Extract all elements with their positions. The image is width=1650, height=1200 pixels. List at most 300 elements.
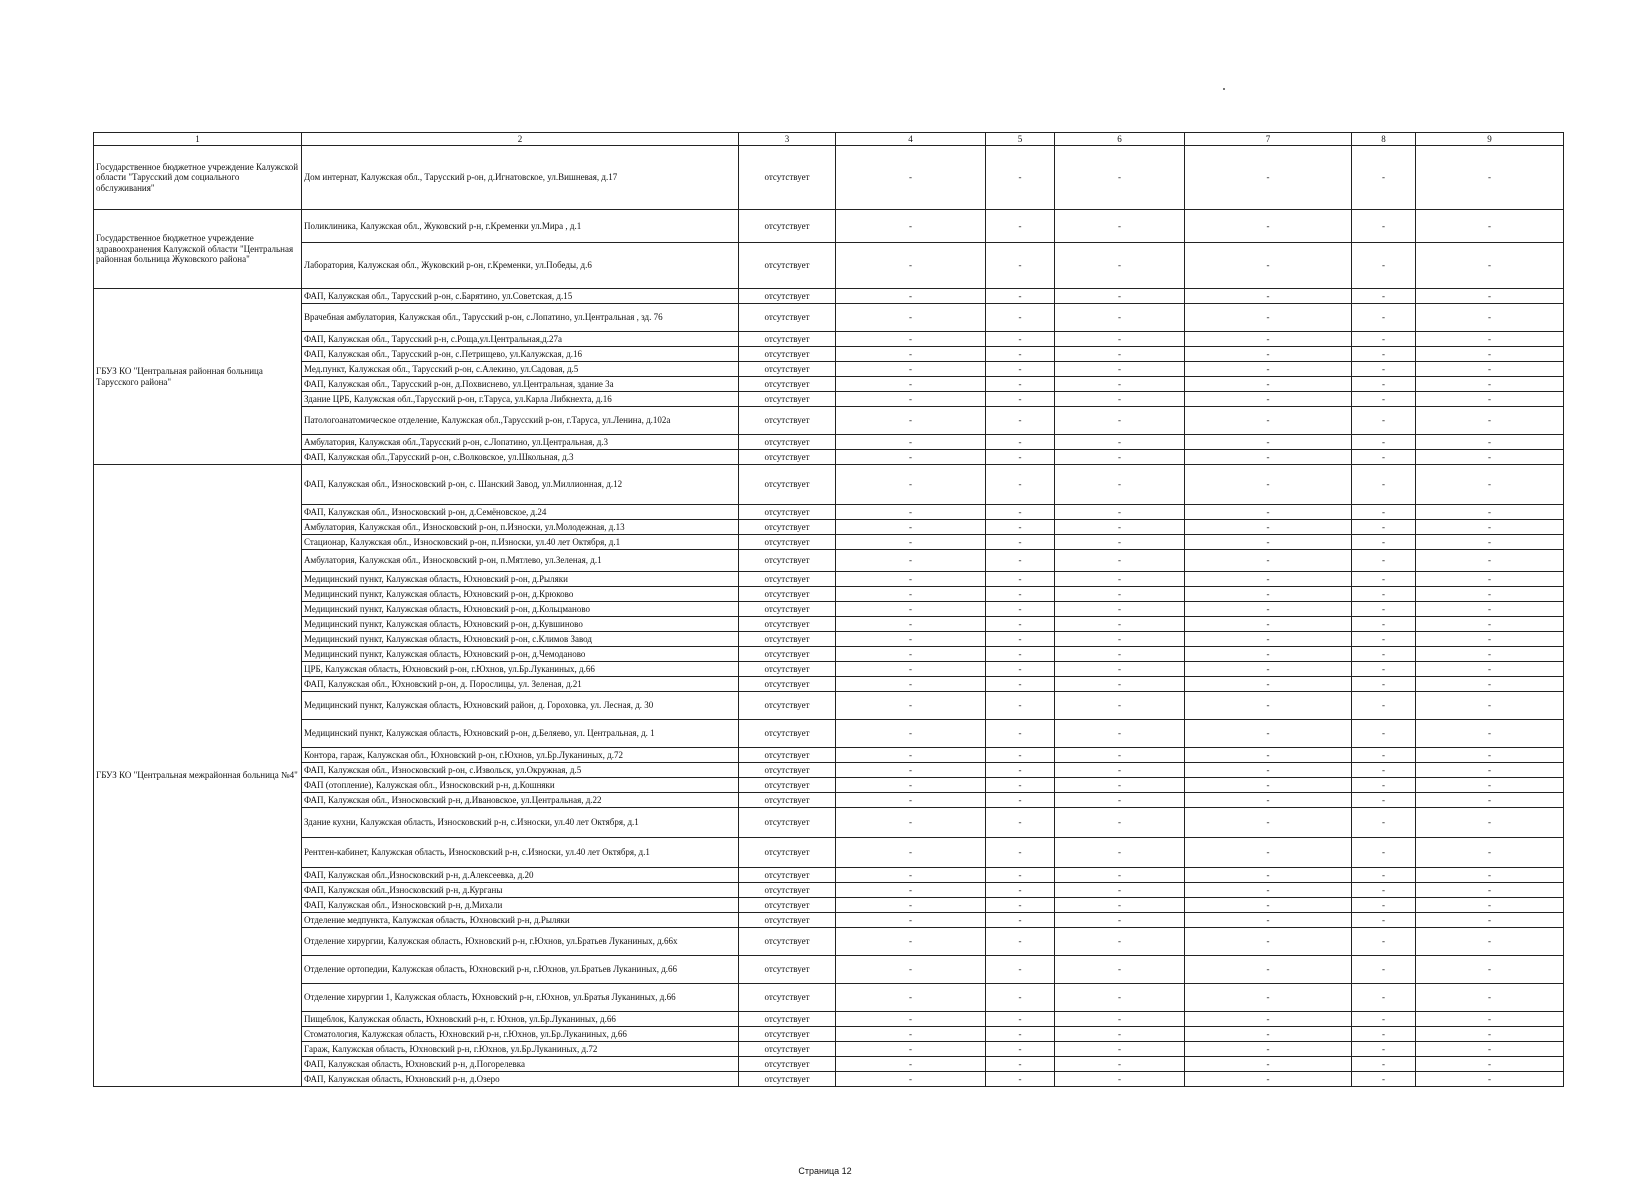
dash-cell: - [1185,505,1352,520]
dash-cell: - [1416,289,1564,304]
dash-cell: - [1055,1042,1185,1057]
dash-cell: - [836,362,986,377]
scan-speck [1223,88,1225,90]
column-header: 1 [94,133,302,146]
facility-address: ФАП, Калужская область, Юхновский р-н, д.Погорелевка [302,1057,739,1072]
dash-cell: - [1055,465,1185,505]
status-cell: отсутствует [739,763,836,778]
dash-cell: - [836,748,986,763]
dash-cell: - [1416,883,1564,898]
dash-cell: - [1416,793,1564,808]
dash-cell: - [1185,146,1352,210]
dash-cell: - [1352,1042,1416,1057]
dash-cell: - [836,505,986,520]
facility-address: Отделение медпункта, Калужская область, Юхновский р-н, д.Рыляки [302,913,739,928]
facility-address: Медицинский пункт, Калужская область, Юхновский р-он, д.Крюково [302,587,739,602]
dash-cell: - [1352,928,1416,956]
dash-cell: - [1055,550,1185,572]
dash-cell: - [1352,587,1416,602]
dash-cell: - [1185,1027,1352,1042]
status-cell: отсутствует [739,505,836,520]
dash-cell: - [1185,763,1352,778]
dash-cell: - [1352,407,1416,435]
dash-cell: - [1055,928,1185,956]
dash-cell: - [1352,956,1416,984]
dash-cell: - [1185,587,1352,602]
dash-cell: - [986,1012,1055,1027]
dash-cell: - [1055,587,1185,602]
dash-cell: - [1185,1042,1352,1057]
status-cell: отсутствует [739,928,836,956]
page-number: Страница 12 [798,1166,852,1176]
dash-cell: - [1185,572,1352,587]
table-row [94,146,1564,210]
dash-cell: - [836,450,986,465]
dash-cell: - [1055,450,1185,465]
table-row [94,883,1564,898]
dash-cell: - [1416,984,1564,1012]
facility-address: Медицинский пункт, Калужская область, Юхновский р-он, д.Рыляки [302,572,739,587]
table-row [94,617,1564,632]
dash-cell: - [1185,392,1352,407]
dash-cell: - [1185,1057,1352,1072]
dash-cell: - [1055,602,1185,617]
dash-cell: - [1416,838,1564,868]
facility-address: Мед.пункт, Калужская обл., Тарусский р-он, с.Алекино, ул.Садовая, д.5 [302,362,739,377]
dash-cell: - [1055,520,1185,535]
dash-cell: - [1416,347,1564,362]
table-row [94,572,1564,587]
status-cell: отсутствует [739,898,836,913]
status-cell: отсутствует [739,377,836,392]
facility-address: ФАП, Калужская обл., Износковский р-он, д.Семёновское, д.24 [302,505,739,520]
dash-cell: - [1352,1027,1416,1042]
dash-cell: - [1416,1072,1564,1087]
dash-cell: - [836,210,986,243]
facility-address: Врачебная амбулатория, Калужская обл., Тарусский р-он, с.Лопатино, ул.Центральная , зд. 76 [302,304,739,332]
dash-cell: - [1055,572,1185,587]
dash-cell: - [1185,1072,1352,1087]
status-cell: отсутствует [739,465,836,505]
status-cell: отсутствует [739,913,836,928]
table-row [94,520,1564,535]
facility-address: Медицинский пункт, Калужская область, Юхновский р-он, д.Кувшиново [302,617,739,632]
dash-cell: - [986,347,1055,362]
table-row [94,289,1564,304]
dash-cell: - [836,662,986,677]
status-cell: отсутствует [739,243,836,289]
dash-cell: - [1416,304,1564,332]
dash-cell: - [1416,377,1564,392]
dash-cell: - [1185,984,1352,1012]
status-cell: отсутствует [739,347,836,362]
status-cell: отсутствует [739,572,836,587]
dash-cell: - [836,347,986,362]
dash-cell: - [1055,913,1185,928]
dash-cell: - [986,435,1055,450]
dash-cell: - [1416,662,1564,677]
dash-cell: - [1416,956,1564,984]
table-row [94,465,1564,505]
dash-cell: - [836,956,986,984]
dash-cell: - [1416,647,1564,662]
dash-cell: - [1055,868,1185,883]
dash-cell: - [1416,928,1564,956]
dash-cell: - [1416,407,1564,435]
dash-cell: - [1185,883,1352,898]
dash-cell: - [1185,838,1352,868]
status-cell: отсутствует [739,450,836,465]
facility-address: Здание ЦРБ, Калужская обл.,Тарусский р-он, г.Таруса, ул.Карла Либкнехта, д.16 [302,392,739,407]
dash-cell: - [1055,332,1185,347]
table-row [94,362,1564,377]
dash-cell: - [1352,763,1416,778]
table-row [94,1042,1564,1057]
dash-cell: - [986,289,1055,304]
status-cell: отсутствует [739,146,836,210]
dash-cell: - [986,1042,1055,1057]
dash-cell: - [1185,928,1352,956]
facility-address: ФАП, Калужская область, Юхновский р-н, д.Озеро [302,1072,739,1087]
dash-cell: - [836,763,986,778]
dash-cell: - [1352,617,1416,632]
dash-cell: - [836,602,986,617]
table-row [94,913,1564,928]
dash-cell: - [1055,898,1185,913]
status-cell: отсутствует [739,1072,836,1087]
table-row [94,1027,1564,1042]
dash-cell: - [1055,720,1185,748]
table-row [94,793,1564,808]
dash-cell: - [986,1057,1055,1072]
status-cell: отсутствует [739,1042,836,1057]
dash-cell: - [1055,146,1185,210]
facility-address: Отделение ортопедии, Калужская область, Юхновский р-н, г.Юхнов, ул.Братьев Луканиных, д.66 [302,956,739,984]
facility-address: Медицинский пункт, Калужская область, Юхновский р-он, д.Беляево, ул. Центральная, д. 1 [302,720,739,748]
dash-cell: - [986,535,1055,550]
dash-cell: - [1055,535,1185,550]
dash-cell: - [836,692,986,720]
dash-cell: - [1416,210,1564,243]
dash-cell: - [836,407,986,435]
dash-cell: - [1055,435,1185,450]
dash-cell: - [1185,210,1352,243]
column-header: 8 [1352,133,1416,146]
dash-cell: - [1352,377,1416,392]
dash-cell: - [986,838,1055,868]
dash-cell: - [836,1042,986,1057]
dash-cell: - [1185,617,1352,632]
facility-address: ФАП, Калужская обл., Износковский р-он, с.Извольск, ул.Окружная, д.5 [302,763,739,778]
table-row [94,956,1564,984]
status-cell: отсутствует [739,1012,836,1027]
dash-cell: - [836,677,986,692]
dash-cell: - [1055,289,1185,304]
dash-cell: - [1352,362,1416,377]
dash-cell: - [1352,1012,1416,1027]
dash-cell: - [836,520,986,535]
dash-cell: - [1185,647,1352,662]
dash-cell: - [986,465,1055,505]
dash-cell: - [836,243,986,289]
dash-cell: - [1416,243,1564,289]
dash-cell: - [836,465,986,505]
dash-cell: - [1055,632,1185,647]
dash-cell: - [836,778,986,793]
dash-cell: - [1055,647,1185,662]
dash-cell: - [1416,520,1564,535]
dash-cell: - [1185,465,1352,505]
dash-cell: - [1416,550,1564,572]
status-cell: отсутствует [739,956,836,984]
table-row [94,677,1564,692]
status-cell: отсутствует [739,838,836,868]
table-row [94,632,1564,647]
dash-cell: - [1352,289,1416,304]
dash-cell: - [836,838,986,868]
status-cell: отсутствует [739,748,836,763]
dash-cell: - [1055,1072,1185,1087]
dash-cell: - [986,808,1055,838]
dash-cell: - [836,1072,986,1087]
status-cell: отсутствует [739,617,836,632]
dash-cell: - [1352,347,1416,362]
table-row [94,450,1564,465]
facility-address: Дом интернат, Калужская обл., Тарусский р-он, д.Игнатовское, ул.Вишневая, д.17 [302,146,739,210]
dash-cell: - [1055,407,1185,435]
dash-cell: - [986,956,1055,984]
dash-cell: - [1055,883,1185,898]
dash-cell: - [986,793,1055,808]
status-cell: отсутствует [739,662,836,677]
table-row [94,602,1564,617]
facility-address: Медицинский пункт, Калужская область, Юхновский р-он, с.Климов Завод [302,632,739,647]
dash-cell: - [1352,677,1416,692]
dash-cell: - [1416,868,1564,883]
status-cell: отсутствует [739,392,836,407]
facility-address: ФАП (отопление), Калужская обл., Износковский р-н, д.Кошняки [302,778,739,793]
table-row [94,243,1564,289]
dash-cell: - [986,332,1055,347]
dash-cell: - [1185,243,1352,289]
dash-cell: - [1055,1027,1185,1042]
facility-address: Медицинский пункт, Калужская область, Юхновский район, д. Гороховка, ул. Лесная, д. 30 [302,692,739,720]
facility-address: Лаборатория, Калужская обл., Жуковский р-он, г.Кременки, ул.Победы, д.6 [302,243,739,289]
dash-cell: - [1055,662,1185,677]
dash-cell: - [1185,550,1352,572]
dash-cell: - [986,407,1055,435]
dash-cell: - [986,1072,1055,1087]
facility-address: Пищеблок, Калужская область, Юхновский р-н, г. Юхнов, ул.Бр.Луканиных, д.66 [302,1012,739,1027]
dash-cell: - [1185,748,1352,763]
dash-cell: - [986,146,1055,210]
dash-cell: - [1055,778,1185,793]
dash-cell: - [1185,535,1352,550]
table-row [94,505,1564,520]
dash-cell: - [1055,748,1185,763]
dash-cell: - [836,883,986,898]
facility-address: Отделение хирургии 1, Калужская область, Юхновский р-н, г.Юхнов, ул.Братья Луканиных, д.66 [302,984,739,1012]
organization-name: ГБУЗ КО "Центральная межрайонная больница №4" [94,465,302,1087]
dash-cell: - [986,868,1055,883]
status-cell: отсутствует [739,720,836,748]
column-header: 6 [1055,133,1185,146]
dash-cell: - [1185,662,1352,677]
column-header: 3 [739,133,836,146]
dash-cell: - [986,362,1055,377]
dash-cell: - [1352,1072,1416,1087]
status-cell: отсутствует [739,868,836,883]
facility-address: ЦРБ, Калужская область, Юхновский р-он, г.Юхнов, ул.Бр.Луканиных, д.66 [302,662,739,677]
dash-cell: - [1352,1057,1416,1072]
dash-cell: - [1185,778,1352,793]
dash-cell: - [836,304,986,332]
dash-cell: - [1055,808,1185,838]
dash-cell: - [1352,572,1416,587]
table-row [94,692,1564,720]
dash-cell: - [1055,392,1185,407]
column-header: 9 [1416,133,1564,146]
facility-address: Медицинский пункт, Калужская область, Юхновский р-он, д.Чемоданово [302,647,739,662]
status-cell: отсутствует [739,1027,836,1042]
facility-address: ФАП, Калужская обл., Износковский р-н, д.Ивановское, ул.Центральная, д.22 [302,793,739,808]
dash-cell: - [1185,407,1352,435]
dash-cell: - [836,984,986,1012]
facility-address: Поликлиника, Калужская обл., Жуковский р-н, г.Кременки ул.Мира , д.1 [302,210,739,243]
dash-cell: - [1055,210,1185,243]
facility-address: Контора, гараж, Калужская обл., Юхновский р-он, г.Юхнов, ул.Бр.Луканиных, д.72 [302,748,739,763]
table-row [94,535,1564,550]
dash-cell: - [1185,289,1352,304]
status-cell: отсутствует [739,778,836,793]
dash-cell: - [1055,956,1185,984]
dash-cell: - [836,898,986,913]
facility-address: ФАП, Калужская обл.,Износковский р-н, д.Курганы [302,883,739,898]
dash-cell: - [1055,347,1185,362]
facility-address: Стоматология, Калужская область, Юхновский р-н, г.Юхнов, ул.Бр.Луканиных, д.66 [302,1027,739,1042]
status-cell: отсутствует [739,304,836,332]
dash-cell: - [1352,304,1416,332]
facility-address: ФАП, Калужская обл., Износковский р-он, с. Шанский Завод, ул.Миллионная, д.12 [302,465,739,505]
dash-cell: - [986,632,1055,647]
table-row [94,332,1564,347]
dash-cell: - [986,1027,1055,1042]
status-cell: отсутствует [739,677,836,692]
dash-cell: - [1352,450,1416,465]
dash-cell: - [1185,793,1352,808]
dash-cell: - [1416,617,1564,632]
dash-cell: - [986,778,1055,793]
dash-cell: - [986,617,1055,632]
facility-address: ФАП, Калужская обл., Тарусский р-он, с.Барятино, ул.Советская, д.15 [302,289,739,304]
dash-cell: - [1185,332,1352,347]
dash-cell: - [1055,793,1185,808]
dash-cell: - [836,550,986,572]
dash-cell: - [1185,304,1352,332]
status-cell: отсутствует [739,550,836,572]
column-number-row [94,133,1564,146]
dash-cell: - [1352,332,1416,347]
dash-cell: - [1416,146,1564,210]
dash-cell: - [986,748,1055,763]
dash-cell: - [1185,450,1352,465]
table-row [94,763,1564,778]
dash-cell: - [1416,332,1564,347]
dash-cell: - [1416,602,1564,617]
status-cell: отсутствует [739,210,836,243]
status-cell: отсутствует [739,289,836,304]
dash-cell: - [1352,210,1416,243]
dash-cell: - [836,632,986,647]
dash-cell: - [1416,1012,1564,1027]
dash-cell: - [1352,984,1416,1012]
table-row [94,984,1564,1012]
dash-cell: - [1352,692,1416,720]
table-row [94,392,1564,407]
dash-cell: - [1416,572,1564,587]
organization-name: ГБУЗ КО "Центральная районная больница Тарусского района" [94,289,302,465]
facility-address: Стационар, Калужская обл., Износковский р-он, п.Износки, ул.40 лет Октября, д.1 [302,535,739,550]
dash-cell: - [1416,632,1564,647]
dash-cell: - [986,720,1055,748]
status-cell: отсутствует [739,984,836,1012]
dash-cell: - [1352,838,1416,868]
dash-cell: - [986,662,1055,677]
dash-cell: - [1352,632,1416,647]
status-cell: отсутствует [739,647,836,662]
table-row [94,304,1564,332]
dash-cell: - [986,647,1055,662]
status-cell: отсутствует [739,793,836,808]
status-cell: отсутствует [739,692,836,720]
facility-address: Амбулатория, Калужская обл.,Тарусский р-он, с.Лопатино, ул.Центральная, д.3 [302,435,739,450]
dash-cell: - [986,928,1055,956]
organization-name: Государственное бюджетное учреждение Калужской области "Тарусский дом социального обслуживания" [94,146,302,210]
dash-cell: - [836,617,986,632]
dash-cell: - [1416,720,1564,748]
dash-cell: - [1352,720,1416,748]
dash-cell: - [1185,520,1352,535]
dash-cell: - [836,392,986,407]
dash-cell: - [1352,392,1416,407]
dash-cell: - [1352,793,1416,808]
dash-cell: - [986,505,1055,520]
dash-cell: - [986,304,1055,332]
dash-cell: - [986,602,1055,617]
dash-cell: - [836,377,986,392]
dash-cell: - [836,1027,986,1042]
dash-cell: - [1416,505,1564,520]
column-header: 4 [836,133,986,146]
facility-address: ФАП, Калужская обл., Тарусский р-н, с.Роща,ул.Центральная,д.27а [302,332,739,347]
dash-cell: - [836,808,986,838]
dash-cell: - [1055,677,1185,692]
dash-cell: - [1185,868,1352,883]
table-row [94,1072,1564,1087]
dash-cell: - [1185,956,1352,984]
status-cell: отсутствует [739,587,836,602]
dash-cell: - [1352,146,1416,210]
table-row [94,778,1564,793]
dash-cell: - [1416,677,1564,692]
dash-cell: - [1055,362,1185,377]
dash-cell: - [1352,913,1416,928]
dash-cell: - [1416,692,1564,720]
dash-cell: - [1416,465,1564,505]
dash-cell: - [1416,1027,1564,1042]
dash-cell: - [986,587,1055,602]
facility-address: Медицинский пункт, Калужская область, Юхновский р-он, д.Кольцманово [302,602,739,617]
